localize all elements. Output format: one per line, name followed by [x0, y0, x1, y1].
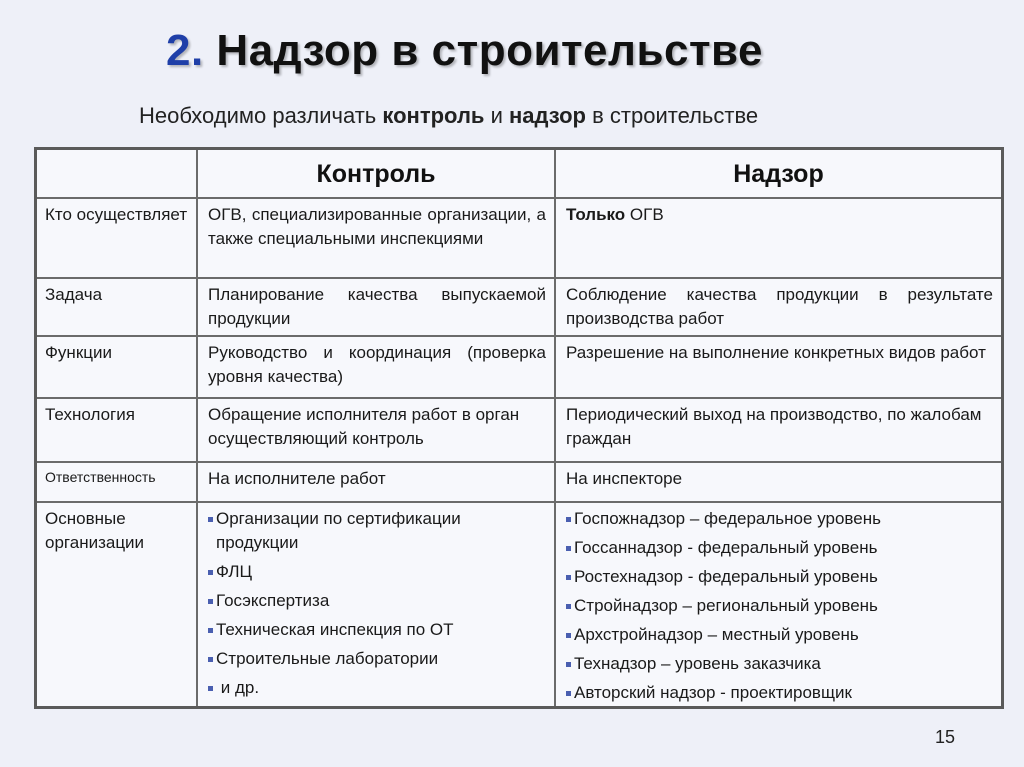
row-label-responsibility: Ответственность [37, 463, 198, 503]
slide-title-text: Надзор в строительстве [203, 26, 763, 75]
slide-title-number: 2. [166, 26, 204, 75]
header-supervision: Надзор [556, 150, 1001, 199]
list-item: Техническая инспекция по ОТ [208, 618, 546, 642]
header-empty-cell [37, 150, 198, 199]
list-item: Госэкспертиза [208, 589, 546, 613]
list-item: Технадзор – уровень заказчика [566, 652, 993, 676]
list-item: Строительные лаборатории [208, 647, 546, 671]
list-item: Организации по сертификации продукции [208, 507, 546, 555]
list-item: Ростехнадзор - федеральный уровень [566, 565, 993, 589]
page-number: 15 [935, 727, 956, 747]
row-label-organizations: Основные организации [37, 503, 198, 706]
cell-supervision-who [556, 199, 1001, 279]
header-control: Контроль [198, 150, 556, 199]
list-item: и др. [208, 676, 546, 700]
list-item: Архстройнадзор – местный уровень [566, 623, 993, 647]
list-item: Госпожнадзор – федеральное уровень [566, 507, 993, 531]
cell-control-responsibility: На исполнителе работ [198, 463, 556, 503]
control-organizations-list [208, 507, 546, 700]
cell-supervision-who-bold: Только [566, 205, 626, 224]
row-label-task: Задача [37, 279, 198, 337]
list-item: ФЛЦ [208, 560, 546, 584]
subtitle-mid: и [484, 103, 509, 128]
subtitle-suffix: в строительстве [586, 103, 759, 128]
slide-title [166, 26, 763, 76]
cell-control-functions: Руководство и координация (проверка уровня качества) [198, 337, 556, 399]
list-item: Стройнадзор – региональный уровень [566, 594, 993, 618]
comparison-table [34, 147, 1004, 709]
supervision-organizations-list [566, 507, 993, 705]
cell-control-technology: Обращение исполнителя работ в орган осуществляющий контроль [198, 399, 556, 463]
list-item: Авторский надзор - проектировщик [566, 681, 993, 705]
cell-control-task: Планирование качества выпускаемой продукции [198, 279, 556, 337]
slide-subtitle [139, 103, 758, 129]
cell-supervision-task: Соблюдение качества продукции в результате производства работ [556, 279, 1001, 337]
cell-control-who: ОГВ, специализированные организации, а также специальными инспекциями [198, 199, 556, 279]
cell-supervision-responsibility: На инспекторе [556, 463, 1001, 503]
cell-control-organizations [198, 503, 556, 706]
cell-supervision-functions: Разрешение на выполнение конкретных видов работ [556, 337, 1001, 399]
row-label-technology: Технология [37, 399, 198, 463]
list-item: Госсаннадзор - федеральный уровень [566, 536, 993, 560]
row-label-functions: Функции [37, 337, 198, 399]
subtitle-bold-supervision: надзор [508, 103, 586, 128]
row-label-who: Кто осуществляет [37, 199, 198, 279]
subtitle-prefix: Необходимо различать [139, 103, 383, 128]
cell-supervision-technology: Периодический выход на производство, по жалобам граждан [556, 399, 1001, 463]
subtitle-bold-control: контроль [382, 103, 485, 128]
cell-supervision-who-text: ОГВ [625, 205, 664, 224]
cell-supervision-organizations [556, 503, 1001, 706]
